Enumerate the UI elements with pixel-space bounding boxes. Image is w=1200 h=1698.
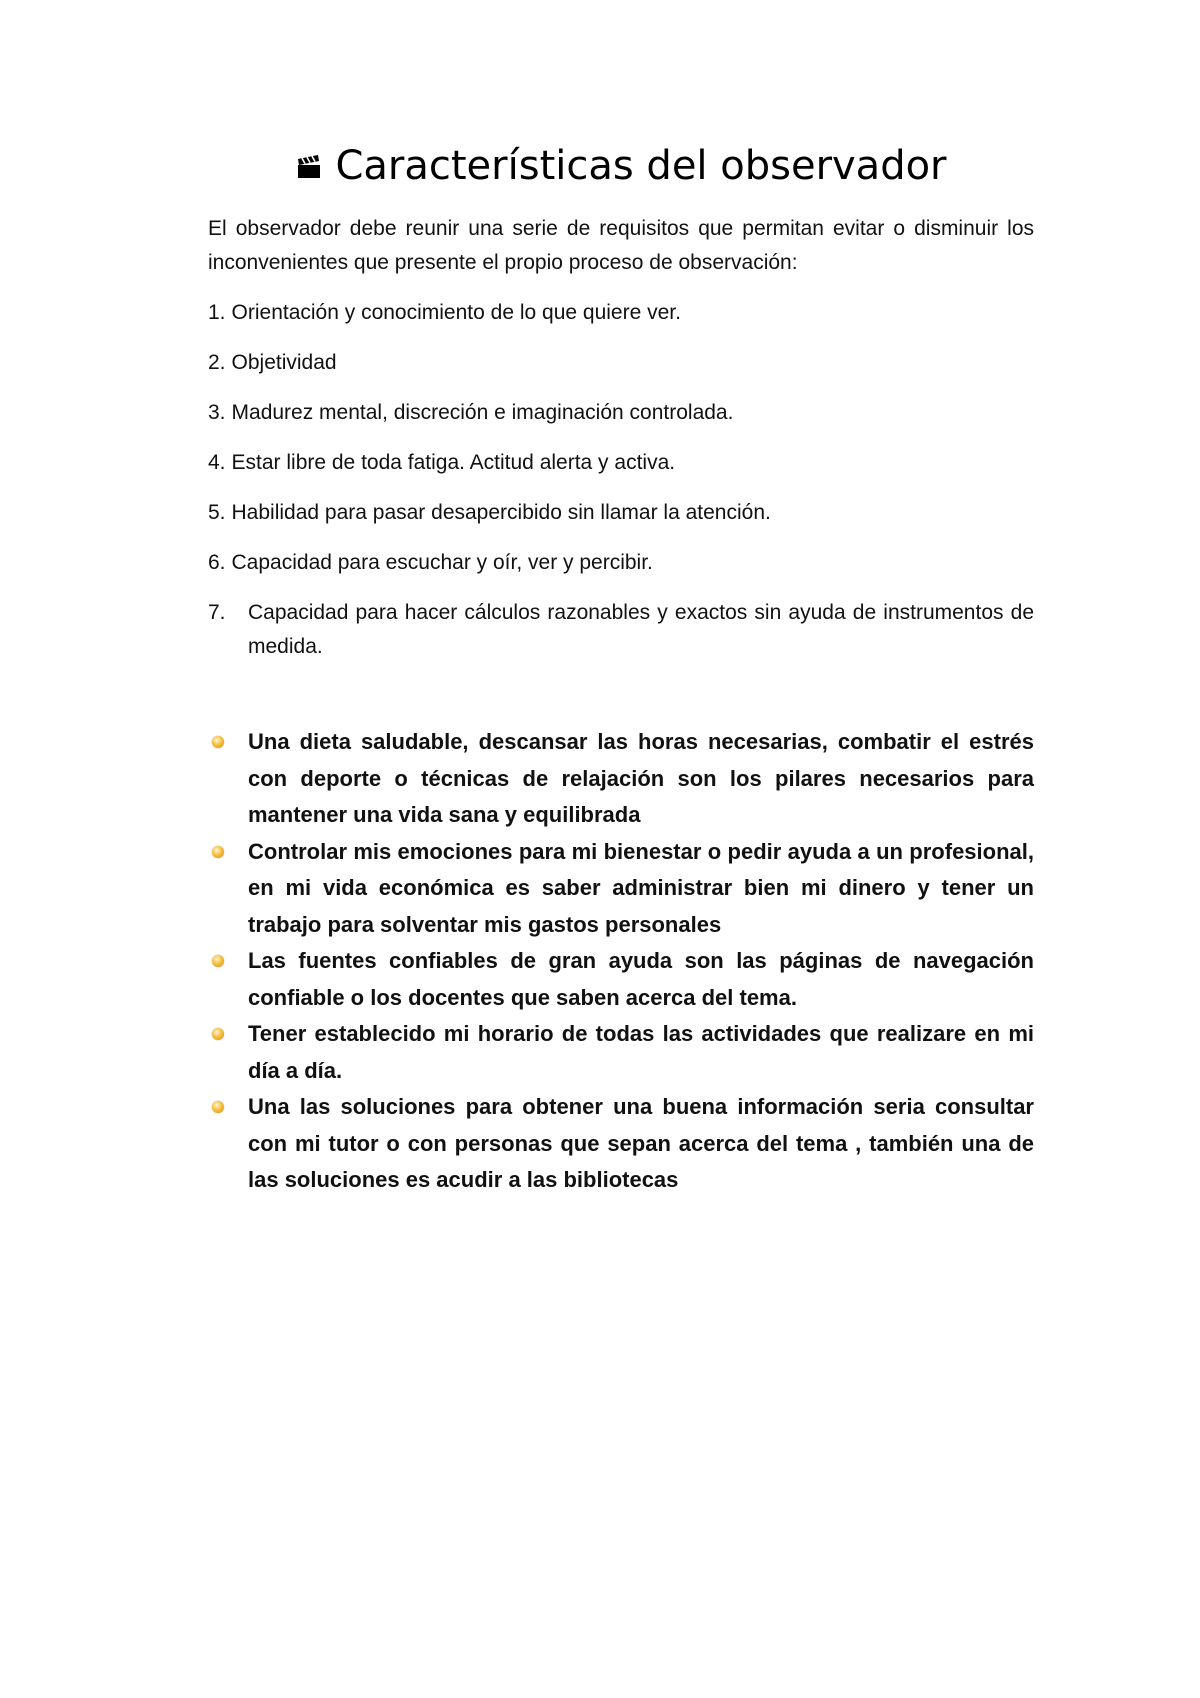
list-item-text: Objetividad bbox=[231, 351, 337, 374]
orange-ball-bullet-icon bbox=[208, 1089, 248, 1125]
list-item bbox=[208, 296, 1034, 330]
list-item bbox=[208, 396, 1034, 430]
list-item bbox=[208, 496, 1034, 530]
list-item-text: Madurez mental, discreción e imaginación controlada. bbox=[231, 401, 734, 424]
bullet-item bbox=[208, 1016, 1034, 1089]
bullet-item-text: Una dieta saludable, descansar las horas necesarias, combatir el estrés con deporte o técnicas de relajación son los pilares necesarios para mantener una vida sana y equilibrada bbox=[248, 729, 1034, 827]
bullet-item bbox=[208, 724, 1034, 834]
bullet-item-text: Controlar mis emociones para mi bienestar o pedir ayuda a un profesional, en mi vida económica es saber administrar bien mi dinero y tener un trabajo para solventar mis gastos personales bbox=[248, 838, 1034, 937]
intro-paragraph: El observador debe reunir una serie de requisitos que permitan evitar o disminuir los inconvenientes que presente el propio proceso de observación: bbox=[208, 217, 1034, 274]
bullet-item bbox=[208, 1089, 1034, 1199]
list-item bbox=[208, 546, 1034, 580]
clapperboard-icon bbox=[295, 153, 323, 181]
list-item-number: 4. bbox=[208, 451, 226, 474]
list-item-number: 5. bbox=[208, 501, 226, 524]
list-item-number: 2. bbox=[208, 351, 226, 374]
bullet-item-text: Tener establecido mi horario de todas las actividades que realizare en mi día a día. bbox=[248, 1021, 1034, 1083]
list-item bbox=[208, 446, 1034, 480]
orange-ball-bullet-icon bbox=[208, 1016, 248, 1052]
list-item-text: Capacidad para escuchar y oír, ver y percibir. bbox=[231, 551, 653, 574]
list-item bbox=[208, 596, 1034, 664]
list-item-number: 7. bbox=[208, 601, 226, 624]
page-title bbox=[208, 140, 1034, 192]
orange-ball-bullet-icon bbox=[208, 943, 248, 979]
bullet-item-text: Una las soluciones para obtener una buena información seria consultar con mi tutor o con personas que sepan acerca del tema , también una de las soluciones es acudir a las bibliotecas bbox=[248, 1094, 1034, 1192]
bullet-list bbox=[208, 724, 1034, 1199]
list-item-text: Capacidad para hacer cálculos razonables y exactos sin ayuda de instrumentos de medida. bbox=[248, 601, 1034, 658]
page-title-text: Características del observador bbox=[335, 143, 947, 189]
list-item-text: Orientación y conocimiento de lo que quiere ver. bbox=[231, 301, 681, 324]
bullet-item bbox=[208, 834, 1034, 944]
orange-ball-bullet-icon bbox=[208, 724, 248, 760]
list-item-number: 1. bbox=[208, 301, 226, 324]
list-item-number: 6. bbox=[208, 551, 226, 574]
characteristics-list bbox=[208, 296, 1034, 680]
bullet-item bbox=[208, 943, 1034, 1016]
list-item-number: 3. bbox=[208, 401, 226, 424]
list-item-text: Estar libre de toda fatiga. Actitud alerta y activa. bbox=[231, 451, 676, 474]
list-item-text: Habilidad para pasar desapercibido sin llamar la atención. bbox=[231, 501, 771, 524]
list-item bbox=[208, 346, 1034, 380]
bullet-item-text: Las fuentes confiables de gran ayuda son las páginas de navegación confiable o los docentes que saben acerca del tema. bbox=[248, 948, 1034, 1010]
orange-ball-bullet-icon bbox=[208, 834, 248, 870]
